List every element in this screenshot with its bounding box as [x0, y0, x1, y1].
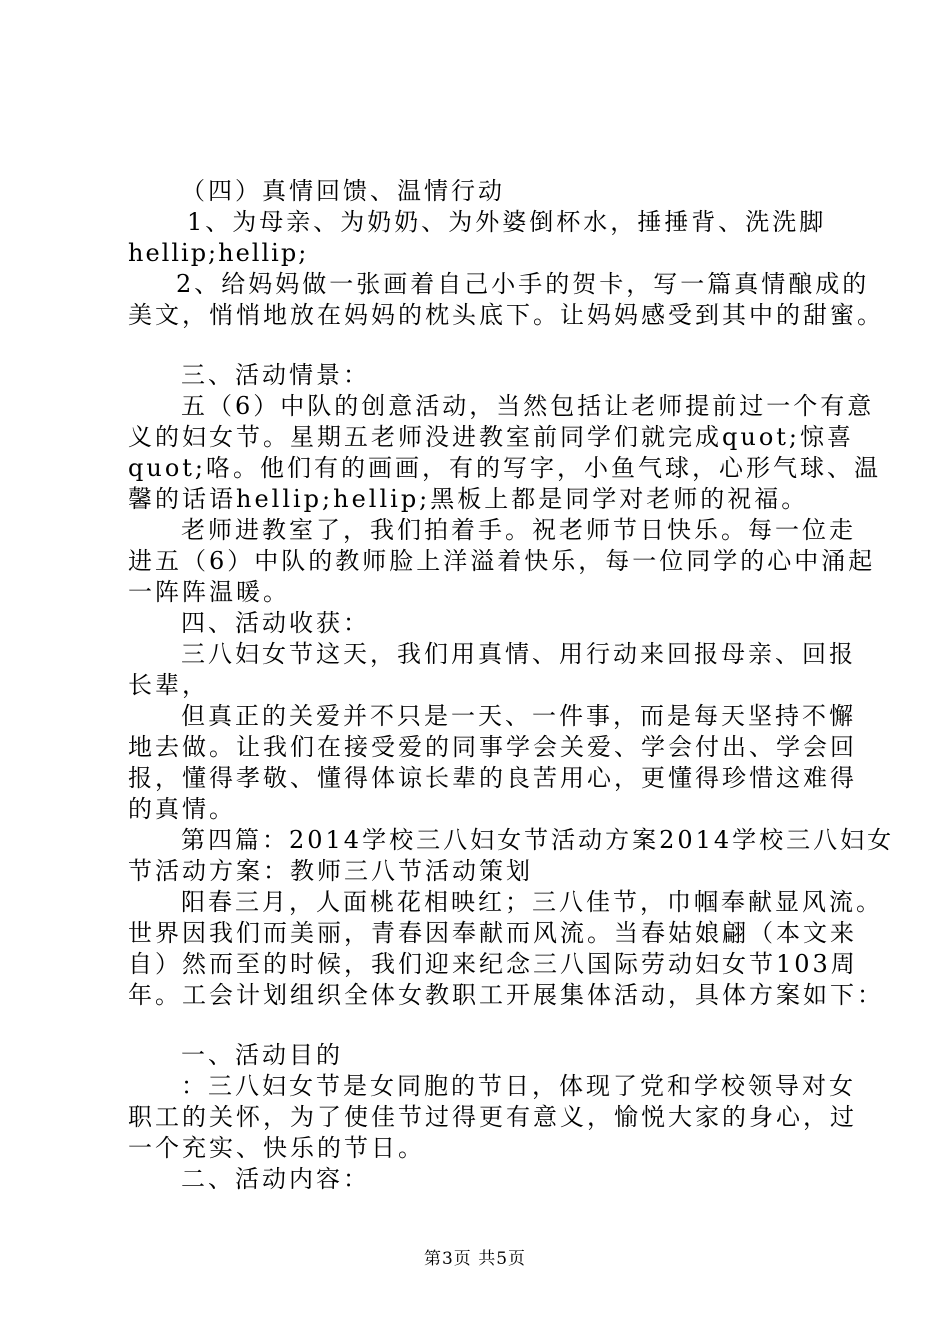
paragraph-line: 自）然而至的时候，我们迎来纪念三八国际劳动妇女节103周	[128, 950, 858, 978]
paragraph-line: quot;咯。他们有的画画，有的写字，小鱼气球，心形气球、温	[128, 454, 881, 482]
paragraph-line: 1、为母亲、为奶奶、为外婆倒杯水，捶捶背、洗洗脚	[187, 208, 827, 236]
paragraph-line: 馨的话语hellip;hellip;黑板上都是同学对老师的祝福。	[128, 485, 809, 513]
paragraph-line: 地去做。让我们在接受爱的同事学会关爱、学会付出、学会回	[128, 733, 857, 761]
paragraph-line: 的真情。	[128, 795, 236, 823]
paragraph-line: 义的妇女节。星期五老师没进教室前同学们就完成quot;惊喜	[128, 423, 854, 451]
section-heading: 一、活动目的	[181, 1041, 343, 1069]
paragraph-line: 三八妇女节这天，我们用真情、用行动来回报母亲、回报	[181, 640, 856, 668]
paragraph-line: 报，懂得孝敬、懂得体谅长辈的良苦用心，更懂得珍惜这难得	[128, 764, 857, 792]
paragraph-line: 2、给妈妈做一张画着自己小手的贺卡，写一篇真情酿成的	[176, 270, 870, 298]
paragraph-line: ：三八妇女节是女同胞的节日，体现了党和学校领导对女	[181, 1072, 856, 1100]
paragraph-line: 世界因我们而美丽，青春因奉献而风流。当春姑娘翩（本文来	[128, 919, 857, 947]
paragraph-line: 五（6）中队的创意活动，当然包括让老师提前过一个有意	[181, 392, 875, 420]
paragraph-line: 美文，悄悄地放在妈妈的枕头底下。让妈妈感受到其中的甜蜜。	[128, 301, 884, 329]
paragraph-line: 老师进教室了，我们拍着手。祝老师节日快乐。每一位走	[181, 516, 856, 544]
paragraph-line: 进五（6）中队的教师脸上洋溢着快乐，每一位同学的心中涌起	[128, 547, 876, 575]
paragraph-line: 一个充实、快乐的节日。	[128, 1134, 425, 1162]
section-heading: 四、活动收获：	[181, 609, 370, 637]
paragraph-line: 阳春三月，人面桃花相映红；三八佳节，巾帼奉献显风流。	[181, 888, 883, 916]
section-heading: 三、活动情景：	[181, 361, 370, 389]
paragraph-line: 但真正的关爱并不只是一天、一件事，而是每天坚持不懈	[181, 702, 856, 730]
page-footer: 第3页 共5页	[423, 1249, 527, 1269]
paragraph-line: 年。工会计划组织全体女教职工开展集体活动，具体方案如下：	[128, 981, 884, 1009]
paragraph-line: 一阵阵温暖。	[128, 578, 290, 606]
article-title: 节活动方案：教师三八节活动策划	[128, 857, 533, 885]
article-title: 第四篇：2014学校三八妇女节活动方案2014学校三八妇女	[181, 826, 895, 854]
paragraph-line: 长辈，	[128, 671, 209, 699]
section-heading: （四）真情回馈、温情行动	[181, 177, 505, 205]
paragraph-line: hellip;hellip;	[128, 239, 309, 267]
section-heading: 二、活动内容：	[181, 1165, 370, 1193]
paragraph-line: 职工的关怀，为了使佳节过得更有意义，愉悦大家的身心，过	[128, 1103, 857, 1131]
